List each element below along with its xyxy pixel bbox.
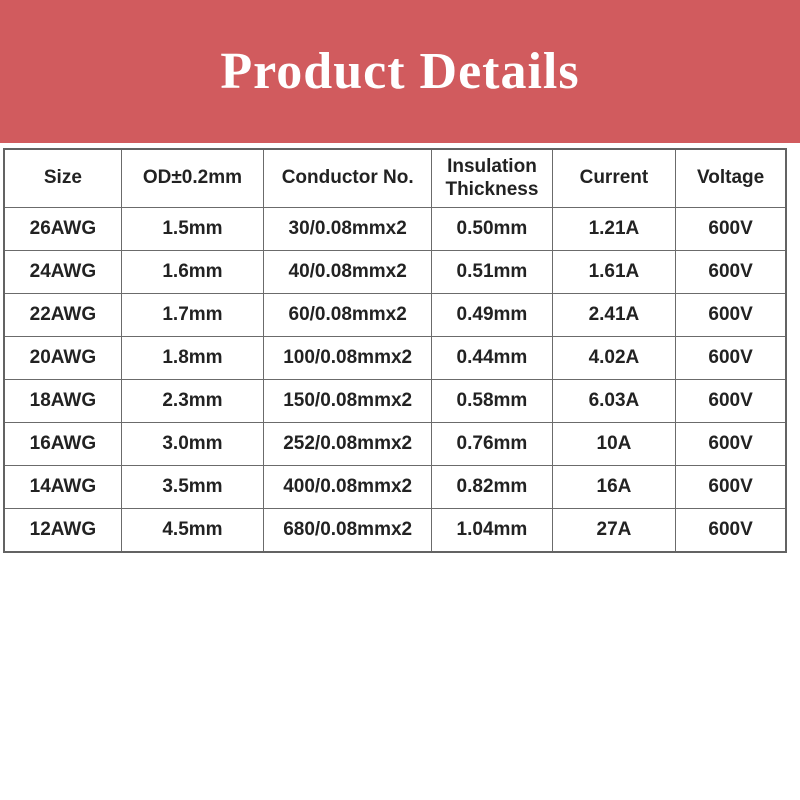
table-row <box>4 208 786 251</box>
table-cell: 18AWG <box>4 380 121 423</box>
table-cell: 150/0.08mmx2 <box>264 380 432 423</box>
table-cell: 6.03A <box>552 380 676 423</box>
header-row <box>4 149 786 208</box>
table-cell: 60/0.08mmx2 <box>264 294 432 337</box>
table-cell: 4.02A <box>552 337 676 380</box>
table-cell: 600V <box>676 337 786 380</box>
table-row <box>4 423 786 466</box>
table-cell: 600V <box>676 466 786 509</box>
table-cell: 22AWG <box>4 294 121 337</box>
table-cell: 10A <box>552 423 676 466</box>
table-cell: 0.58mm <box>432 380 552 423</box>
table-cell: 40/0.08mmx2 <box>264 251 432 294</box>
table-cell: 600V <box>676 509 786 553</box>
table-cell: 0.76mm <box>432 423 552 466</box>
table-cell: 0.49mm <box>432 294 552 337</box>
table-row <box>4 380 786 423</box>
table-cell: 27A <box>552 509 676 553</box>
table-cell: 1.04mm <box>432 509 552 553</box>
table-cell: 14AWG <box>4 466 121 509</box>
table-cell: 600V <box>676 251 786 294</box>
table-cell: 100/0.08mmx2 <box>264 337 432 380</box>
table-cell: 16A <box>552 466 676 509</box>
table-cell: 3.0mm <box>121 423 263 466</box>
table-cell: 3.5mm <box>121 466 263 509</box>
table-row <box>4 294 786 337</box>
column-header-size: Size <box>4 149 121 208</box>
table-cell: 0.82mm <box>432 466 552 509</box>
table-cell: 600V <box>676 294 786 337</box>
table-cell: 600V <box>676 423 786 466</box>
table-cell: 0.44mm <box>432 337 552 380</box>
table-cell: 12AWG <box>4 509 121 553</box>
table-row <box>4 337 786 380</box>
table-cell: 1.6mm <box>121 251 263 294</box>
table-cell: 1.21A <box>552 208 676 251</box>
table-cell: 16AWG <box>4 423 121 466</box>
table-cell: 26AWG <box>4 208 121 251</box>
table-cell: 0.51mm <box>432 251 552 294</box>
column-header-conductor: Conductor No. <box>264 149 432 208</box>
table-cell: 1.7mm <box>121 294 263 337</box>
table-row <box>4 251 786 294</box>
column-header-voltage: Voltage <box>676 149 786 208</box>
table-cell: 24AWG <box>4 251 121 294</box>
table-cell: 1.8mm <box>121 337 263 380</box>
column-header-insulation: Insulation Thickness <box>432 149 552 208</box>
column-header-current: Current <box>552 149 676 208</box>
table-row <box>4 466 786 509</box>
spec-table-body <box>4 208 786 553</box>
table-cell: 680/0.08mmx2 <box>264 509 432 553</box>
table-cell: 252/0.08mmx2 <box>264 423 432 466</box>
table-cell: 4.5mm <box>121 509 263 553</box>
table-cell: 30/0.08mmx2 <box>264 208 432 251</box>
page-title: Product Details <box>220 43 580 100</box>
table-cell: 2.3mm <box>121 380 263 423</box>
table-cell: 600V <box>676 380 786 423</box>
column-header-od: OD±0.2mm <box>121 149 263 208</box>
table-cell: 1.5mm <box>121 208 263 251</box>
spec-table-header <box>4 149 786 208</box>
table-cell: 400/0.08mmx2 <box>264 466 432 509</box>
table-row <box>4 509 786 553</box>
table-cell: 1.61A <box>552 251 676 294</box>
table-cell: 600V <box>676 208 786 251</box>
table-cell: 20AWG <box>4 337 121 380</box>
wire-spec-table <box>3 148 787 553</box>
table-cell: 2.41A <box>552 294 676 337</box>
product-details-banner <box>0 0 800 143</box>
table-cell: 0.50mm <box>432 208 552 251</box>
